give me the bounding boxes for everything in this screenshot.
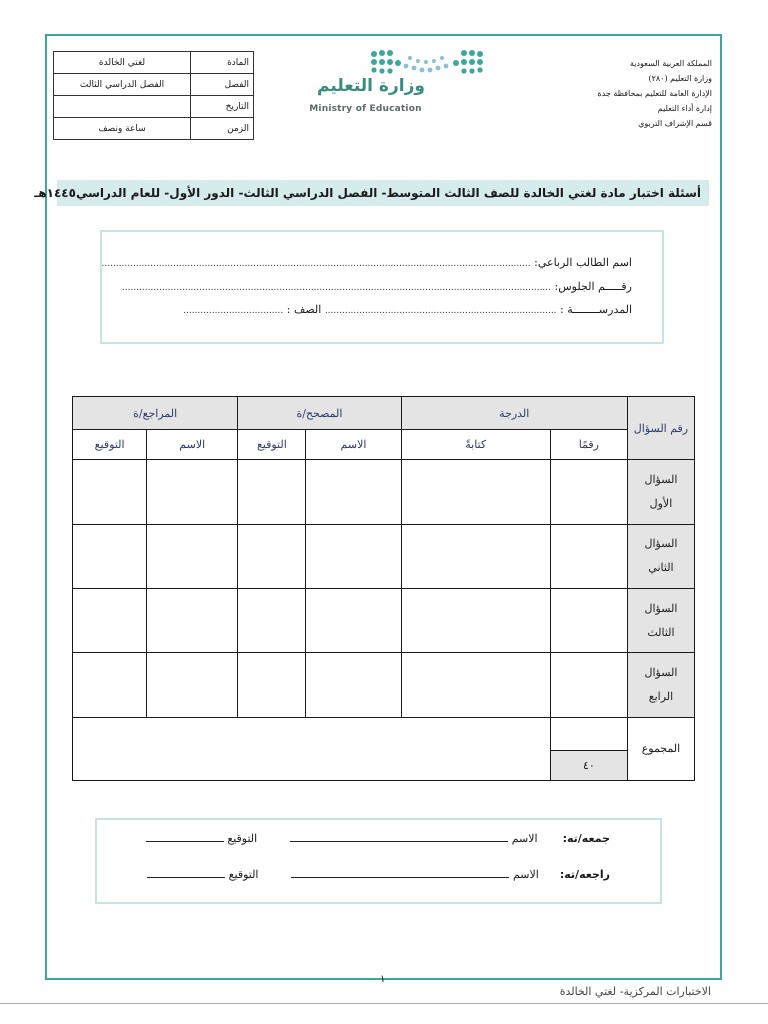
- corrector-signature-cell[interactable]: [238, 460, 306, 524]
- header-lines: [542, 56, 712, 131]
- info-label: التاريخ: [191, 96, 254, 118]
- seat-number-dots: ......................................................................................................................................................: [121, 283, 552, 293]
- collector-sign-label: التوقيع: [227, 832, 258, 845]
- grade-text-cell[interactable]: [401, 460, 550, 524]
- grade-header: الدرجة: [401, 397, 627, 430]
- school-label: المدرســــــــة :: [560, 303, 632, 316]
- grades-table: [72, 396, 695, 781]
- seat-number-row[interactable]: [122, 280, 632, 293]
- student-info-box: [100, 230, 664, 344]
- reviewer-signature-cell[interactable]: [73, 588, 147, 652]
- class-dots: ...................................: [183, 306, 284, 316]
- reviewer-label: راجعه/ته:: [559, 868, 610, 881]
- question-row: [73, 460, 695, 524]
- question-label: السؤال الثاني: [627, 524, 694, 588]
- reviewer-sign-line[interactable]: [147, 869, 225, 878]
- question-row: [73, 524, 695, 588]
- grade-text-cell[interactable]: [401, 524, 550, 588]
- grade-number-cell[interactable]: [550, 460, 627, 524]
- reviewer-name-cell[interactable]: [147, 653, 238, 717]
- reviewer-signature-cell[interactable]: [73, 460, 147, 524]
- header-line: إدارة أداء التعليم: [657, 104, 712, 113]
- corrector-signature-cell[interactable]: [238, 653, 306, 717]
- grade-text-cell[interactable]: [401, 653, 550, 717]
- reviewer-name-cell[interactable]: [147, 524, 238, 588]
- corrector-name-header: الاسم: [306, 430, 401, 460]
- exam-title: أسئلة اختبار مادة لغتي الخالدة للصف الثالث المتوسط- الفصل الدراسي الثالث- الدور الأول- للعام الدراسي١٤٤٥هـ: [57, 180, 709, 206]
- corrector-name-cell[interactable]: [306, 588, 401, 652]
- info-label: المادة: [191, 52, 254, 74]
- grade-text-header: كتابةً: [401, 430, 550, 460]
- student-name-row[interactable]: [102, 256, 633, 269]
- logo-dots-icon: [368, 48, 486, 78]
- reviewer-row[interactable]: [147, 868, 610, 881]
- grade-text-cell[interactable]: [401, 588, 550, 652]
- page-number: ١: [380, 974, 386, 985]
- grade-number-cell[interactable]: [550, 524, 627, 588]
- ministry-logo: [296, 46, 496, 120]
- reviewer-signature-header: التوقيع: [73, 430, 147, 460]
- reviewer-header: المراجع/ة: [73, 397, 238, 430]
- student-name-label: اسم الطالب الرباعي:: [534, 256, 632, 269]
- corrector-name-cell[interactable]: [306, 460, 401, 524]
- total-score-cell[interactable]: [550, 717, 627, 750]
- school-row[interactable]: [183, 303, 632, 316]
- question-label: السؤال الثالث: [627, 588, 694, 652]
- question-row: [73, 588, 695, 652]
- student-name-dots: ......................................................................................................................................................: [101, 259, 531, 269]
- signature-box: [95, 818, 662, 904]
- info-value: ساعة ونصف: [54, 118, 191, 140]
- logo-english-text: Ministry of Education: [309, 104, 422, 114]
- total-blank-cell: [73, 717, 551, 780]
- reviewer-signature-cell[interactable]: [73, 524, 147, 588]
- corrector-name-cell[interactable]: [306, 653, 401, 717]
- class-label: الصف :: [286, 303, 322, 316]
- header-line: قسم الإشراف التربوي: [638, 119, 712, 128]
- header-line: الإدارة العامة للتعليم بمحافظة جدة: [597, 89, 712, 98]
- reviewer-name-cell[interactable]: [147, 460, 238, 524]
- footer-text: الاختبارات المركزية- لغتي الخالدة: [559, 985, 711, 998]
- corrector-signature-header: التوقيع: [238, 430, 306, 460]
- header-line: المملكة العربية السعودية: [629, 59, 712, 68]
- logo-arabic-text: وزارة التعليم: [317, 76, 425, 96]
- corrector-signature-cell[interactable]: [238, 588, 306, 652]
- corrector-signature-cell[interactable]: [238, 524, 306, 588]
- corrector-name-cell[interactable]: [306, 524, 401, 588]
- grade-number-header: رقمًا: [550, 430, 627, 460]
- question-row: [73, 653, 695, 717]
- total-label: المجموع: [627, 717, 694, 780]
- seat-number-label: رقـــــم الجلوس:: [554, 280, 632, 293]
- footer-divider: [0, 1003, 768, 1004]
- reviewer-sign-label: التوقيع: [228, 868, 259, 881]
- info-value: لغتي الخالدة: [54, 52, 191, 74]
- reviewer-signature-cell[interactable]: [73, 653, 147, 717]
- reviewer-name-cell[interactable]: [147, 588, 238, 652]
- info-value: الفصل الدراسي الثالث: [54, 74, 191, 96]
- collector-label: جمعه/ته:: [562, 832, 610, 845]
- collector-name-line[interactable]: [290, 833, 508, 842]
- reviewer-name-header: الاسم: [147, 430, 238, 460]
- info-label: الفصل: [191, 74, 254, 96]
- header-line: وزارة التعليم (٢٨٠): [648, 74, 712, 83]
- collector-row[interactable]: [146, 832, 610, 845]
- exam-info-table: [53, 51, 254, 140]
- question-label: السؤال الأول: [627, 460, 694, 524]
- info-value: [54, 96, 191, 118]
- grade-number-cell[interactable]: [550, 653, 627, 717]
- question-number-header: رقم السؤال: [627, 397, 694, 460]
- reviewer-name-label: الاسم: [512, 868, 539, 881]
- collector-name-label: الاسم: [511, 832, 538, 845]
- school-dots: .................................................................................: [324, 306, 557, 316]
- total-value: ٤٠: [550, 750, 627, 780]
- question-label: السؤال الرابع: [627, 653, 694, 717]
- collector-sign-line[interactable]: [146, 833, 224, 842]
- info-label: الزمن: [191, 118, 254, 140]
- reviewer-name-line[interactable]: [291, 869, 509, 878]
- corrector-header: المصحح/ة: [238, 397, 401, 430]
- grade-number-cell[interactable]: [550, 588, 627, 652]
